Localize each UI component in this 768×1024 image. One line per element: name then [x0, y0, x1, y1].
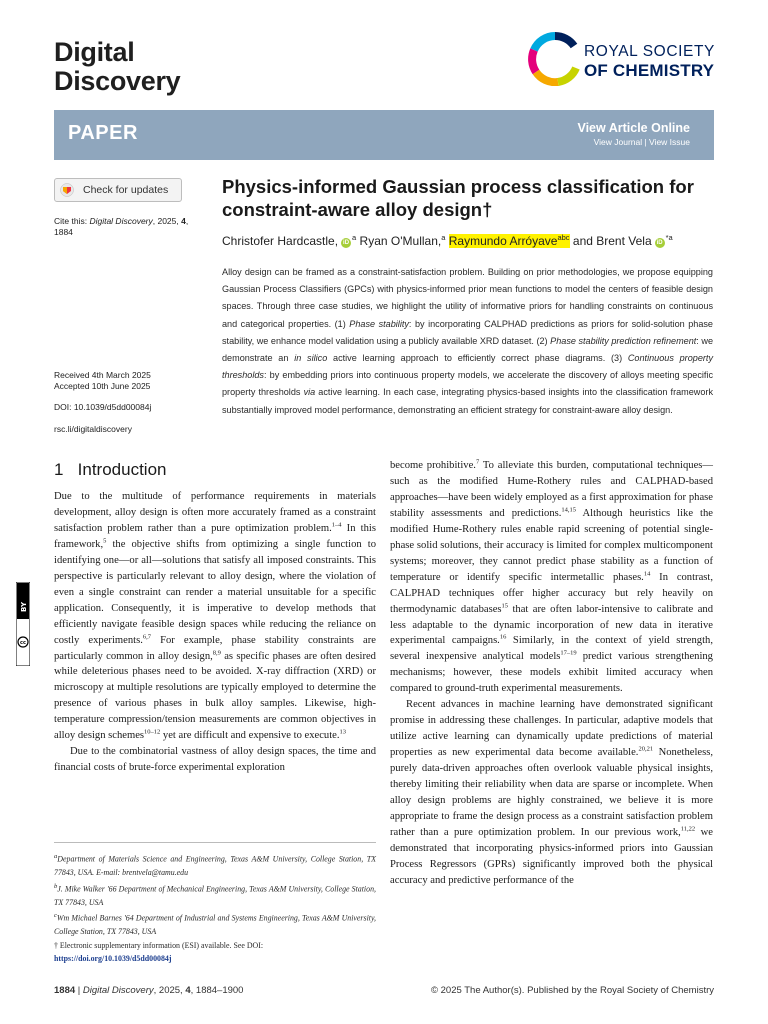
abstract-text: Alloy design can be framed as a constraint-satisfaction problem. Building on prior methodologies, we propose equipping Gaussian Process Classifiers (GPCs) with physics-informed prior mean functions to model the centers of feasible design spaces. Through three case studies, we highlight the utility of informative priors for handling constraints on continuous and categorical properties. (1) [222, 267, 713, 329]
section-title: Introduction [77, 460, 167, 479]
article-type-label: PAPER [68, 122, 138, 144]
paragraph: become prohibitive.$^7$ To alleviate this burden, computational techniques—such as the modified Hume-Rothery rules and CALPHAD-based approaches—have been widely employed as a first approximation for phase stability assessments and predictions.$^{14,15}$ Although heuristics like the modified Hume-Rothery rules enable rapid screening of potential single-phase solid solutions, their accuracy is limited for complex multicomponent systems; moreover, they cannot predict phase stability as a function of temperature or identify specific intermetallic phases.$^{14}$ In contrast, CALPHAD techniques offer higher accuracy but rely heavily on thermodynamic databases$^{15}$ that are often labor-intensive to calibrate and less adaptable to the dynamic incorporation of new data in iterative experimental campaigns.$^{16}$ Similarly, in the context of yield strength, several inexpensive analytical models$^{17-19}$ predict various strengthening mechanisms; however, these models exhibit limited accuracy when compared to ground-truth experimental measurements. [390, 458, 713, 695]
footnotes [54, 850, 376, 966]
affiliation-c: $^c$Wm Michael Barnes '64 Department of Industrial and Systems Engineering, Texas A&M University, College Station, TX 77843, USA [54, 912, 376, 937]
abstract-text: active learning. In each case, integrating physics-based insights into the classification framework substantially improved model performance, demonstrating an efficient strategy for constraint-aware alloy design. [222, 387, 713, 415]
rsc-short-link[interactable]: rsc.li/digitaldiscovery [54, 424, 132, 434]
author-3-affil: abc [557, 233, 570, 242]
author-4-affil: *a [665, 233, 673, 242]
body-column-right [390, 458, 713, 889]
esi-note: † Electronic supplementary information (ESI) available. See DOI: https://doi.org/10.1039/d5dd00084j [54, 940, 264, 964]
orcid-icon[interactable]: iD [343, 240, 350, 246]
citation-ref[interactable]: 13 [339, 728, 347, 736]
citation-ref[interactable]: 16 [499, 633, 507, 641]
citation-ref[interactable]: 6,7 [142, 633, 151, 641]
citation-ref[interactable]: 7 [475, 458, 480, 466]
citation-ref[interactable]: 1–4 [331, 521, 342, 529]
citation-ref[interactable]: 14,15 [561, 506, 577, 514]
body-column-left [54, 489, 376, 776]
cite-volume: 4 [181, 216, 186, 226]
cite-journal: Digital Discovery [89, 216, 153, 226]
author-4: and Brent Vela [569, 234, 652, 248]
abstract-emphasis: Phase stability prediction refinement [550, 335, 697, 346]
doi: DOI: 10.1039/d5dd00084j [54, 402, 152, 412]
author-2: Ryan O'Mullan, [356, 234, 442, 248]
citation-ref[interactable]: 8,9 [212, 649, 221, 656]
paragraph: Due to the combinatorial vastness of alloy design spaces, the time and financial costs of brute-force experimental exploration [54, 746, 376, 774]
journal-title [54, 38, 254, 96]
citation-info [54, 216, 204, 238]
citation-ref[interactable]: 11,22 [680, 825, 696, 833]
crossmark-icon [60, 183, 74, 197]
abstract-text: : by incorporating CALPHAD predictions as priors for solid-solution phase stability, we enhance model validation using a publicly available XRD dataset. (2) [222, 318, 713, 346]
publisher-line2: OF CHEMISTRY [584, 61, 715, 80]
page-number: 1884 [54, 985, 76, 996]
check-for-updates-label: Check for updates [83, 184, 169, 196]
svg-text:cc: cc [20, 640, 26, 646]
cite-label: Cite this: [54, 216, 88, 226]
citation-ref[interactable]: 14 [643, 570, 651, 578]
esi-doi-link[interactable]: https://doi.org/10.1039/d5dd00084j [54, 954, 172, 964]
view-journal-issue-links[interactable]: View Journal | View Issue [593, 137, 690, 147]
cite-page: 1884 [54, 227, 73, 237]
journal-name-line2: Discovery [54, 66, 181, 96]
license-label: BY [20, 601, 28, 612]
abstract-text: : we demonstrate an [222, 335, 713, 364]
publisher-line1: ROYAL SOCIETY [584, 43, 715, 60]
accepted-date: Accepted 10th June 2025 [54, 381, 151, 391]
author-1-affil: a [352, 233, 357, 242]
citation-ref[interactable]: 17–19 [560, 649, 577, 657]
page-footer [54, 985, 714, 996]
citation-ref[interactable]: 5 [103, 537, 107, 545]
footnote-divider [54, 842, 376, 843]
abstract-emphasis: in silico [294, 353, 328, 364]
abstract-emphasis: via [303, 387, 316, 398]
view-online-block [577, 120, 690, 148]
article-title: Physics-informed Gaussian process classification for constraint-aware alloy design† [222, 176, 694, 220]
citation-ref[interactable]: 10–12 [144, 728, 161, 736]
cite-year: , 2025, [152, 216, 182, 226]
publisher-name [584, 42, 715, 80]
orcid-icon[interactable]: iD [656, 240, 663, 246]
rsc-logo-icon [528, 32, 582, 86]
author-3: Raymundo Arróyave [448, 234, 558, 248]
footer-copyright: © 2025 The Author(s). Published by the Royal Society of Chemistry [431, 985, 714, 996]
check-for-updates-button[interactable] [54, 178, 182, 202]
affiliation-a: $^a$Department of Materials Science and Engineering, Texas A&M University, College Station, TX 77843, USA. E-mail: brentvela@tamu.edu [54, 853, 376, 878]
citation-ref[interactable]: 15 [501, 602, 509, 610]
abstract-text: : by embedding priors into continuous property models, we accelerate the discovery of alloys meeting specific property thresholds [222, 370, 713, 398]
abstract-text: active learning approach to efficiently correct phase diagrams. (3) [327, 353, 628, 364]
article-type-banner [54, 110, 714, 160]
journal-name-line1: Digital [54, 37, 135, 67]
author-3-highlighted [449, 234, 570, 248]
footer-citation: 1884 | Digital Discovery, 2025, 4, 1884–1900 [54, 985, 244, 996]
author-1: Christofer Hardcastle, [222, 234, 339, 248]
paragraph: Due to the multitude of performance requirements in materials development, alloy design is often more accurately framed as a constraint satisfaction problem rather than a pure optimization problem.$^{1-4}$ In this framework,$^5$ the objective shifts from optimizing a single function to identifying one—or all—solutions that satisfy all imposed constraints. This perspective is particularly relevant to alloy design, where the violation of even a single constraint can render a material unsuitable for a specific application. Consequently, it is imperative to develop methods that efficiently navigate feasible design spaces while reducing the reliance on costly experiments.$^{6,7}$ For example, phase stability constraints are particularly common in alloy design,$^{8,9}$ as specific phases are often desired while deleterious phases need to be avoided. X-ray diffraction (XRD) or microscopy at multiple resolutions are typically employed to determine the presence of various phases in bulk alloy samples. Likewise, high-temperature compression/tension measurements are common objectives in alloy design schemes$^{10-12}$ yet are difficult and expensive to execute.$^{13}$ [54, 491, 376, 742]
section-heading [54, 460, 166, 480]
abstract-emphasis: Continuous property thresholds [222, 353, 713, 381]
affiliation-b: $^b$J. Mike Walker '66 Department of Mechanical Engineering, Texas A&M University, College Station, TX 77843, USA [54, 882, 376, 907]
view-article-online-link[interactable]: View Article Online [577, 121, 690, 135]
cc-license-icon[interactable] [16, 582, 30, 666]
cite-comma: , [185, 216, 189, 226]
section-number: 1 [54, 460, 64, 479]
author-2-affil: a [441, 233, 446, 242]
citation-ref[interactable]: 20,21 [638, 745, 654, 753]
paragraph: Recent advances in machine learning have demonstrated significant promise in addressing these challenges. In particular, adaptive models that utilize active learning can dynamically update predictions of material properties as new experimental data become available.$^{20,21}$ Nonetheless, purely data-driven approaches often overlook valuable physical insights, thereby limiting their reliability when data are sparse or incomplete. When alloy design problems are highly constrained, we believe it is more appropriate to frame the design process as a constraint satisfaction problem rather than a pure optimization problem. In our previous work,$^{11,22}$ we demonstrated that incorporating physics-informed priors into Gaussian Process Regressors (GPRs) significantly improved both the physical accuracy and predictive performance of the [390, 699, 713, 886]
author-list [222, 233, 722, 248]
abstract-emphasis: Phase stability [349, 318, 409, 329]
received-date: Received 4th March 2025 [54, 370, 151, 380]
abstract [222, 264, 713, 419]
